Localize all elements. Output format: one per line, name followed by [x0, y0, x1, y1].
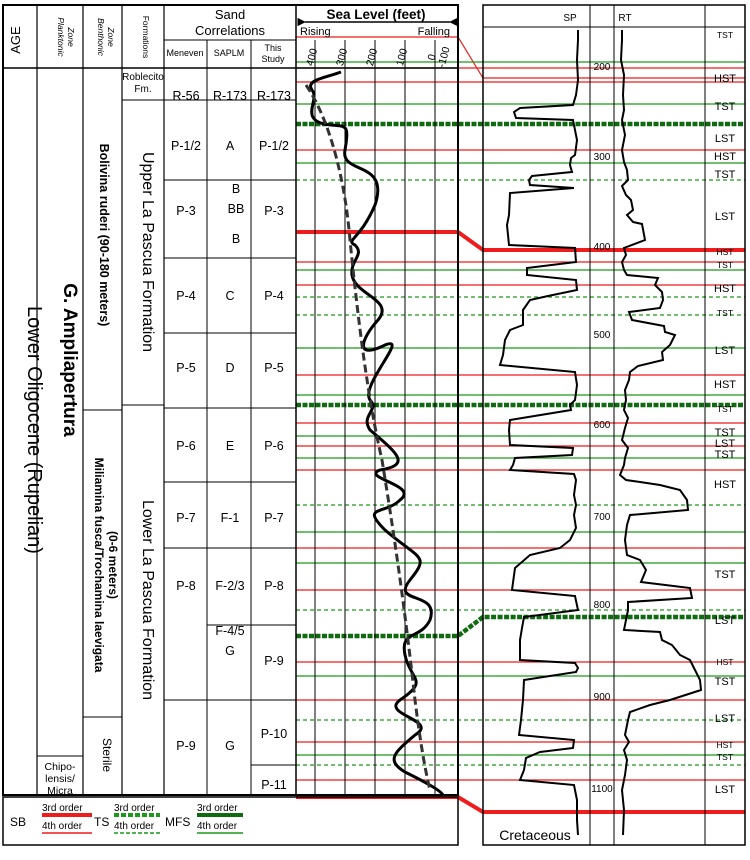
- legend: [10, 803, 243, 833]
- benthonic-header-2: Zone: [106, 27, 116, 47]
- study-sand-label: P-10: [260, 727, 288, 741]
- study-sand-label: P-6: [264, 439, 284, 453]
- study-header-2: Study: [261, 54, 285, 64]
- study-sand-label: P-4: [264, 289, 284, 303]
- saplm-sand-label: E: [225, 439, 235, 453]
- legend-mfs-3rd: 3rd order: [197, 803, 238, 814]
- robelicito-label-1: Roblecito: [122, 72, 164, 83]
- sand-header-1: Sand: [214, 7, 246, 22]
- systems-tract-label: HST: [716, 247, 734, 257]
- meneven-sand-label: P-6: [176, 439, 196, 453]
- sp-header: SP: [563, 13, 577, 24]
- planktonic-header-1: Planktonic: [56, 17, 66, 57]
- study-sand-label: P-8: [264, 579, 284, 593]
- saplm-sand-label: B: [231, 232, 241, 246]
- systems-tract-label: LST: [714, 438, 736, 450]
- planktonic-zone-label: G. Ampliapertura: [59, 283, 80, 437]
- rt-log-curve: [620, 30, 701, 835]
- systems-tract-label: TST: [714, 169, 736, 181]
- benthonic-upper-label: Bolivina ruderi (90-180 meters): [97, 143, 111, 327]
- planktonic-lower-1: Chipo-: [44, 761, 76, 773]
- depth-label: 1100: [591, 784, 613, 795]
- systems-tract-label: LST: [714, 615, 736, 627]
- systems-tract-label: HST: [714, 379, 736, 391]
- systems-tract-label: TST: [716, 308, 734, 318]
- depth-label: 800: [593, 600, 611, 611]
- study-sand-label: P-11: [261, 778, 287, 792]
- meneven-sand-label: R-56: [172, 89, 200, 103]
- saplm-sand-label: F-2/3: [215, 579, 245, 593]
- benthonic-middle-label-1: Miliamina fusca/Trochamina laevigata: [92, 457, 106, 673]
- systems-tract-label: HST: [716, 740, 734, 750]
- benthonic-middle-label-2: (0-6 meters): [106, 530, 120, 600]
- systems-tract-label: TST: [716, 752, 734, 762]
- depth-labels: [591, 62, 613, 795]
- header: [8, 7, 632, 69]
- systems-tract-label: HST: [714, 151, 736, 163]
- meneven-sand-label: P-9: [176, 739, 196, 753]
- systems-tract-label: TST: [716, 404, 734, 414]
- well-logs: [500, 30, 701, 835]
- saplm-sand-label: B: [231, 182, 241, 196]
- robelicito-label-2: Fm.: [134, 84, 152, 95]
- cretaceous-label: Cretaceous: [499, 827, 571, 843]
- rising-label: Rising: [300, 26, 331, 38]
- systems-tract-label: TST: [716, 30, 734, 40]
- benthonic-header-1: Benthonic: [96, 18, 106, 56]
- lower-formation-label: Lower La Pascua Formation: [139, 499, 156, 701]
- saplm-sand-label: C: [225, 289, 235, 303]
- sea-level-tick-label: 0: [425, 52, 439, 62]
- sand-header-2: Correlations: [194, 23, 266, 38]
- legend-sb: SB: [10, 815, 27, 829]
- legend-ts: TS: [94, 815, 110, 829]
- systems-tract-label: HST: [716, 657, 734, 667]
- systems-tract-label: LST: [714, 211, 736, 223]
- sea-level-tick-label: 400: [304, 47, 321, 68]
- formations-header: Formations: [141, 15, 151, 59]
- saplm-sand-label: G: [225, 644, 235, 658]
- legend-sb-3rd: 3rd order: [42, 803, 83, 814]
- meneven-sand-label: P-3: [176, 204, 196, 218]
- systems-tract-label: HST: [714, 479, 736, 491]
- systems-tract-labels: [714, 30, 736, 796]
- systems-tract-label: TST: [714, 569, 736, 581]
- correlation-line-sb4: [296, 37, 745, 78]
- age-label: Lower Oligocene (Rupelian): [23, 306, 45, 554]
- sand-labels: [171, 89, 291, 792]
- age-header: AGE: [8, 26, 23, 54]
- column-labels: [23, 72, 164, 797]
- systems-tract-label: HST: [714, 73, 736, 85]
- sea-level-tick-label: 300: [334, 47, 351, 68]
- systems-tract-label: LST: [714, 784, 736, 796]
- study-sand-label: P-7: [264, 511, 284, 525]
- sea-level-tick-label: -100: [435, 45, 453, 69]
- saplm-sand-label: BB: [227, 202, 245, 216]
- meneven-sand-label: P-7: [176, 511, 196, 525]
- meneven-sand-label: P-4: [176, 289, 196, 303]
- correlation-line-sb3: [296, 232, 745, 250]
- systems-tract-label: LST: [714, 133, 736, 145]
- legend-ts-3rd: 3rd order: [114, 803, 155, 814]
- saplm-sand-label: R-173: [212, 89, 248, 103]
- systems-tract-label: TST: [714, 101, 736, 113]
- depth-label: 500: [593, 330, 611, 341]
- depth-label: 200: [593, 62, 611, 73]
- correlation-line-sb3: [296, 797, 745, 812]
- planktonic-header-2: Zone: [66, 27, 76, 47]
- sea-level-title: Sea Level (feet): [326, 7, 426, 22]
- correlation-lines: [296, 37, 745, 812]
- depth-label: 600: [593, 420, 611, 431]
- meneven-header: Meneven: [166, 48, 204, 58]
- rt-header: RT: [618, 13, 632, 24]
- study-sand-label: R-173: [256, 89, 292, 103]
- study-sand-label: P-5: [264, 361, 284, 375]
- systems-tract-label: LST: [714, 713, 736, 725]
- legend-mfs-4th: 4th order: [197, 821, 238, 832]
- planktonic-lower-2: lensis/: [45, 773, 75, 785]
- systems-tract-label: TST: [714, 427, 736, 439]
- legend-mfs: MFS: [165, 815, 191, 829]
- saplm-sand-label: F-4/5: [215, 624, 245, 638]
- legend-sb-4th: 4th order: [42, 821, 83, 832]
- third-order-sea-level-curve: [306, 85, 430, 790]
- sea-level-ticks: [304, 45, 453, 69]
- systems-tract-label: TST: [716, 260, 734, 270]
- systems-tract-label: HST: [714, 283, 736, 295]
- systems-tract-label: TST: [714, 676, 736, 688]
- study-header-1: This: [264, 43, 282, 53]
- falling-label: Falling: [417, 26, 450, 38]
- meneven-sand-label: P-5: [176, 361, 196, 375]
- depth-label: 900: [593, 692, 611, 703]
- saplm-sand-label: A: [225, 139, 235, 153]
- study-sand-label: P-3: [264, 204, 284, 218]
- depth-label: 300: [593, 152, 611, 163]
- planktonic-lower-3: Micra: [47, 785, 73, 797]
- legend-ts-4th: 4th order: [114, 821, 155, 832]
- saplm-sand-label: G: [225, 739, 235, 753]
- saplm-sand-label: D: [225, 361, 235, 375]
- sp-log-curve: [500, 30, 578, 835]
- depth-label: 400: [593, 242, 611, 253]
- upper-formation-label: Upper La Pascua Formation: [139, 151, 156, 353]
- benthonic-lower-label: Sterile: [100, 737, 114, 773]
- systems-tract-label: TST: [714, 449, 736, 461]
- meneven-sand-label: P-1/2: [171, 139, 201, 153]
- depth-label: 700: [593, 512, 611, 523]
- study-sand-label: P-1/2: [259, 139, 289, 153]
- systems-tract-label: LST: [714, 345, 736, 357]
- saplm-header: SAPLM: [213, 48, 245, 58]
- sea-level-tick-label: 200: [364, 47, 381, 68]
- meneven-sand-label: P-8: [176, 579, 196, 593]
- saplm-sand-label: F-1: [220, 511, 240, 525]
- study-sand-label: P-9: [264, 654, 284, 668]
- sea-level-tick-label: 100: [394, 47, 411, 68]
